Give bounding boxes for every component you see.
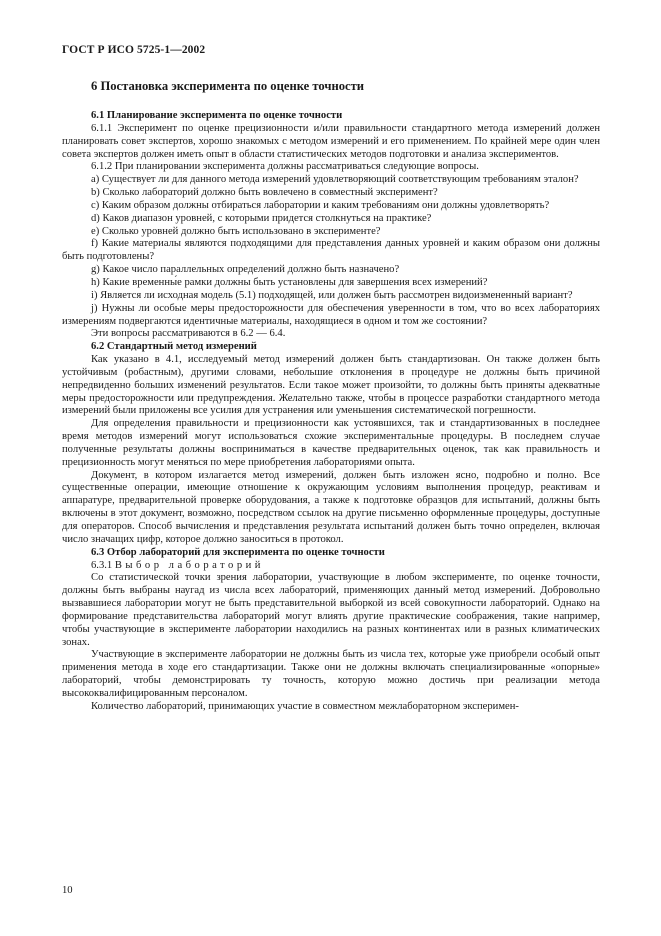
- list-item-g: g) Какое число параллельных определений должно быть назначено?: [91, 264, 400, 276]
- item-title: Выбор лабораторий: [114, 559, 264, 571]
- list-item-f: f) Какие материалы являются подходящими для представления данных уровней и каким образом они должны быть подготовлены?: [62, 238, 600, 263]
- paragraph-cross-reference: Эти вопросы рассматриваются в 6.2 — 6.4.: [91, 328, 286, 340]
- document-code-header: ГОСТ Р ИСО 5725-1—2002: [62, 44, 206, 56]
- paragraph-6-2-b: Для определения правильности и прецизионности как устоявшихся, так и стандартизованных в последнее время методов измерений могут использоваться схожие экспериментальные процедуры. В последнем случае полученные результаты должны восприниматься в качестве предварительных оценок, так как правильность и прецизионность могут меняться по мере приобретения лабораториями опыта.: [62, 418, 600, 468]
- subsection-title-6-2: 6.2 Стандартный метод измерений: [91, 341, 257, 353]
- paragraph-6-3-a: Со статистической точки зрения лаборатории, участвующие в любом эксперименте, по оценке точности, должны быть выбраны наугад из числа всех лабораторий, применяющих данный метод измерений. Добровольно вызвавшиеся лаборатории могут не быть представительной выборкой из всей совокупности лабораторий. Однако на формирование представительства лабораторий могут влиять другие практические соображения, такие например, чтобы участвующие в эксперименте лаборатории находились на разных континентах или в разных климатических зонах.: [62, 572, 600, 648]
- list-item-a: a) Существует ли для данного метода измерений удовлетворяющий соответствующим требованиям эталон?: [91, 174, 579, 186]
- subsection-title-6-1: 6.1 Планирование эксперимента по оценке точности: [91, 110, 343, 121]
- subsection-title-6-3: 6.3 Отбор лабораторий для эксперимента по оценке точности: [91, 546, 385, 558]
- page-content: [62, 79, 600, 714]
- list-item-b: b) Сколько лабораторий должно быть вовлечено в совместный эксперимент?: [91, 187, 438, 199]
- paragraph-6-2-a: Как указано в 4.1, исследуемый метод измерений должен быть стандартизован. Он также должен быть устойчивым (робастным), другими словами, небольшие отклонения в процедуре не должны быть причиной непредвиденно больших изменений результатов. Если такое может произойти, то должны быть приняты адекватные меры предосторожности или предупреждения. Желательно также, чтобы в процессе разработки стандартного метода измерений были приложены все усилия для устранения или уменьшения систематической погрешности.: [62, 354, 600, 417]
- list-item-i: i) Является ли исходная модель (5.1) подходящей, или должен быть рассмотрен видоизмененный вариант?: [91, 289, 573, 301]
- list-item-d: d) Каков диапазон уровней, с которыми придется столкнуться на практике?: [91, 212, 432, 224]
- paragraph-6-3-b: Участвующие в эксперименте лаборатории не должны быть из числа тех, которые уже приобрели особый опыт применения метода в ходе его стандартизации. Также они не должны включать специализированные «опорные» лабораторий, чтобы демонстрировать ту точность, которую можно достичь при реализации метода высококвалифицированным персоналом.: [62, 649, 600, 699]
- list-item-c: c) Каким образом должны отбираться лаборатории и каким требованиям они должны удовлетворять?: [91, 199, 550, 211]
- list-item-j: j) Нужны ли особые меры предосторожности для обеспечения уверенности в том, что во всех лабораториях измерениям подвергаются идентичные материалы, находящиеся в одном и том же состоянии?: [62, 302, 600, 327]
- paragraph-6-1-1: 6.1.1 Эксперимент по оценке прецизионности и/или правильности стандартного метода измерений должен планировать совет экспертов, хорошо знакомых с методом измерений и его применением. По крайней мере один член совета экспертов должен иметь опыт в области статистических методов подготовки и анализа экспериментов.: [62, 122, 600, 160]
- section-title: 6 Постановка эксперимента по оценке точности: [91, 79, 365, 93]
- page-number: 10: [62, 885, 73, 896]
- item-number: 6.3.1: [91, 559, 113, 571]
- item-heading-6-3-1: [62, 560, 600, 573]
- list-item-h: h) Какие временны́е рамки должны быть установлены для завершения всех измерений?: [91, 276, 488, 288]
- paragraph-6-3-c: Количество лабораторий, принимающих участие в совместном межлабораторном эксперимен-: [91, 700, 519, 712]
- paragraph-6-2-c: Документ, в котором излагается метод измерений, должен быть изложен ясно, подробно и полно. Все существенные операции, имеющие отношение к окружающим условиям выполнения процедур, реактивам и аппаратуре, предварительной проверке оборудования, а также к подготовке образцов для испытаний, должны быть включены в этот документ, возможно, посредством ссылок на другие письменно оформленные процедуры, доступные для операторов. Способ вычисления и представления результата испытаний должен быть точно определен, включая число значащих цифр, которое должно заноситься в протокол.: [62, 469, 600, 545]
- paragraph-6-1-2: 6.1.2 При планировании эксперимента должны рассматриваться следующие вопросы.: [91, 161, 479, 173]
- list-item-e: e) Сколько уровней должно быть использовано в эксперименте?: [91, 225, 381, 237]
